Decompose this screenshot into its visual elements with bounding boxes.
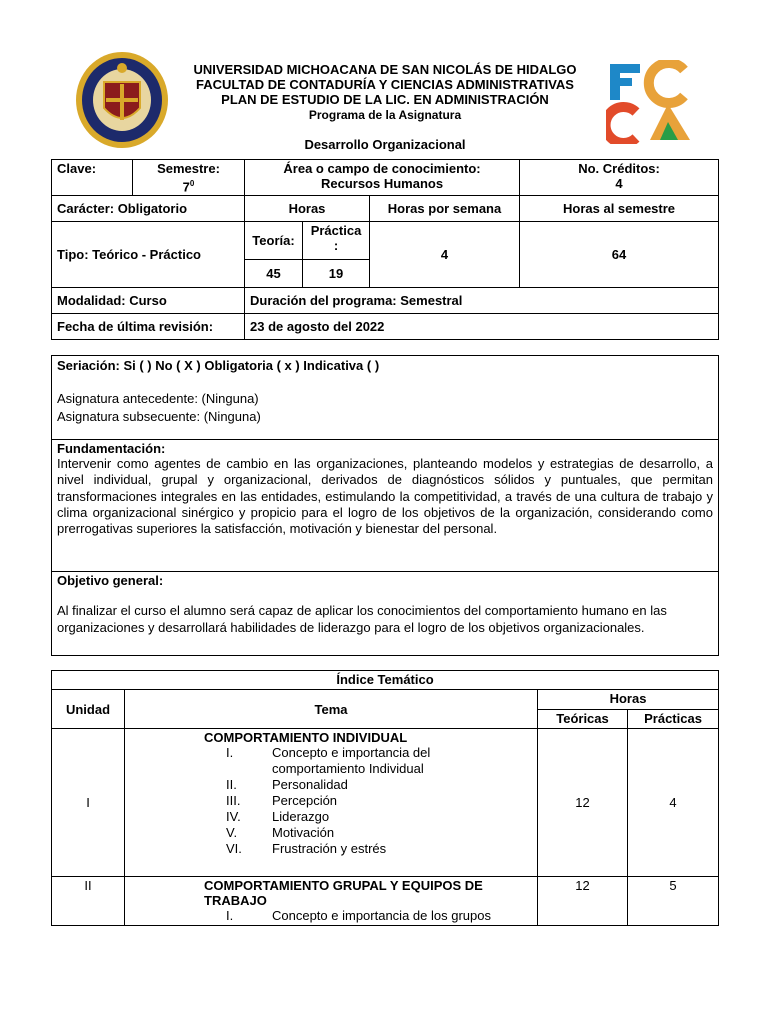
seriacion: Seriación: Si ( ) No ( X ) Obligatoria ( x ) Indicativa ( ) xyxy=(57,358,380,373)
unit-2-title: COMPORTAMIENTO GRUPAL Y EQUIPOS DE TRABAJO xyxy=(204,878,483,908)
col-horas: Horas xyxy=(538,690,719,710)
col-practicas: Prácticas xyxy=(628,710,719,729)
fecha-label: Fecha de última revisión: xyxy=(52,314,245,340)
creditos-cell xyxy=(520,160,719,196)
unit-2-topic xyxy=(125,877,538,926)
practica-label-1: Práctica xyxy=(310,223,362,239)
caracter: Carácter: Obligatorio xyxy=(52,196,245,222)
list-item: V. Motivación xyxy=(226,825,335,840)
semestre-cell xyxy=(133,160,245,196)
indice-title: Índice Temático xyxy=(52,671,719,690)
objetivo-cell xyxy=(52,572,719,656)
semestre-label: Semestre: xyxy=(157,161,220,176)
practica-label-2: : xyxy=(333,238,339,254)
details-table xyxy=(51,355,719,656)
unit-2-items xyxy=(204,908,532,924)
area-label: Área o campo de conocimiento: xyxy=(283,161,481,176)
modalidad: Modalidad: Curso xyxy=(52,288,245,314)
fundamentacion-cell xyxy=(52,440,719,572)
col-teoricas: Teóricas xyxy=(538,710,628,729)
unit-1-practicas: 4 xyxy=(628,729,719,877)
subject-title: Desarrollo Organizacional xyxy=(304,137,466,152)
list-item: VI. Frustración y estrés xyxy=(226,841,387,856)
fundamentacion-text: Intervenir como agentes de cambio en las organizaciones, planteando modelos y estrategias de desarrollo, a nivel individual, grupal y organizacional, derivados de diagnósticos sólidos y puntuales, que permitan transformaciones integrales en las entidades, estimulando la competitividad, a través de una cultura de trabajo y clima organizacional sinérgico y propicio para el logro de los objetivos de la organización, considerando como prerrogativas superiores la satisfacción, motivación y bienestar del personal. xyxy=(57,456,713,537)
horas-semana-header: Horas por semana xyxy=(370,196,520,222)
creditos-value: 4 xyxy=(615,176,623,191)
list-item: II. Personalidad xyxy=(226,777,348,792)
list-item: IV. Liderazgo xyxy=(226,809,330,824)
list-item: I. Concepto e importancia de los grupos xyxy=(226,908,491,923)
practica-label xyxy=(303,222,370,260)
semana-value: 4 xyxy=(370,222,520,288)
semestre-value-wrap xyxy=(138,176,239,194)
semestre-value: 7 xyxy=(182,179,190,195)
list-item: III. Percepción xyxy=(226,793,338,808)
creditos-label: No. Créditos: xyxy=(578,161,660,176)
col-unidad: Unidad xyxy=(52,690,125,729)
fecha-value: 23 de agosto del 2022 xyxy=(245,314,719,340)
header-line-3: PLAN DE ESTUDIO DE LA LIC. EN ADMINISTRACIÓN xyxy=(221,92,549,107)
unit-1-teoricas: 12 xyxy=(538,729,628,877)
duracion: Duración del programa: Semestral xyxy=(245,288,719,314)
list-item: I. Concepto e importancia del comportamiento Individual xyxy=(226,745,431,776)
subsecuente: Asignatura subsecuente: (Ninguna) xyxy=(57,409,261,424)
clave-label: Clave: xyxy=(52,160,133,196)
semestre-sup: 0 xyxy=(189,179,195,188)
unit-1-number: I xyxy=(52,729,125,877)
indice-table xyxy=(51,670,719,926)
unit-2-teoricas: 12 xyxy=(538,877,628,926)
col-tema: Tema xyxy=(125,690,538,729)
antecedente: Asignatura antecedente: (Ninguna) xyxy=(57,391,259,406)
horas-semestre-header: Horas al semestre xyxy=(520,196,719,222)
teoria-label: Teoría: xyxy=(245,222,303,260)
header-line-1: UNIVERSIDAD MICHOACANA DE SAN NICOLÁS DE HIDALGO xyxy=(193,62,577,77)
area-value: Recursos Humanos xyxy=(320,176,444,191)
unit-1-items xyxy=(204,745,532,857)
objetivo-text: Al finalizar el curso el alumno será capaz de aplicar los conocimientos del comportamiento humano en las organizaciones y desarrollará habilidades de liderazgo para el logro de los objetivos organizacionales. xyxy=(57,603,667,635)
area-cell xyxy=(245,160,520,196)
objetivo-title: Objetivo general: xyxy=(57,573,164,588)
semestre-horas-value: 64 xyxy=(520,222,719,288)
horas-header: Horas xyxy=(245,196,370,222)
unit-1-title: COMPORTAMIENTO INDIVIDUAL xyxy=(204,730,408,745)
header-line-4: Programa de la Asignatura xyxy=(308,108,462,122)
unit-2-number: II xyxy=(52,877,125,926)
info-table xyxy=(51,159,719,340)
header-line-2: FACULTAD DE CONTADURÍA Y CIENCIAS ADMINISTRATIVAS xyxy=(196,77,574,92)
tipo: Tipo: Teórico - Práctico xyxy=(52,222,245,288)
practica-value: 19 xyxy=(303,260,370,288)
teoria-value: 45 xyxy=(245,260,303,288)
unit-2-practicas: 5 xyxy=(628,877,719,926)
unit-1-topic xyxy=(125,729,538,877)
seriacion-cell xyxy=(52,356,719,440)
fundamentacion-title: Fundamentación: xyxy=(57,441,166,456)
